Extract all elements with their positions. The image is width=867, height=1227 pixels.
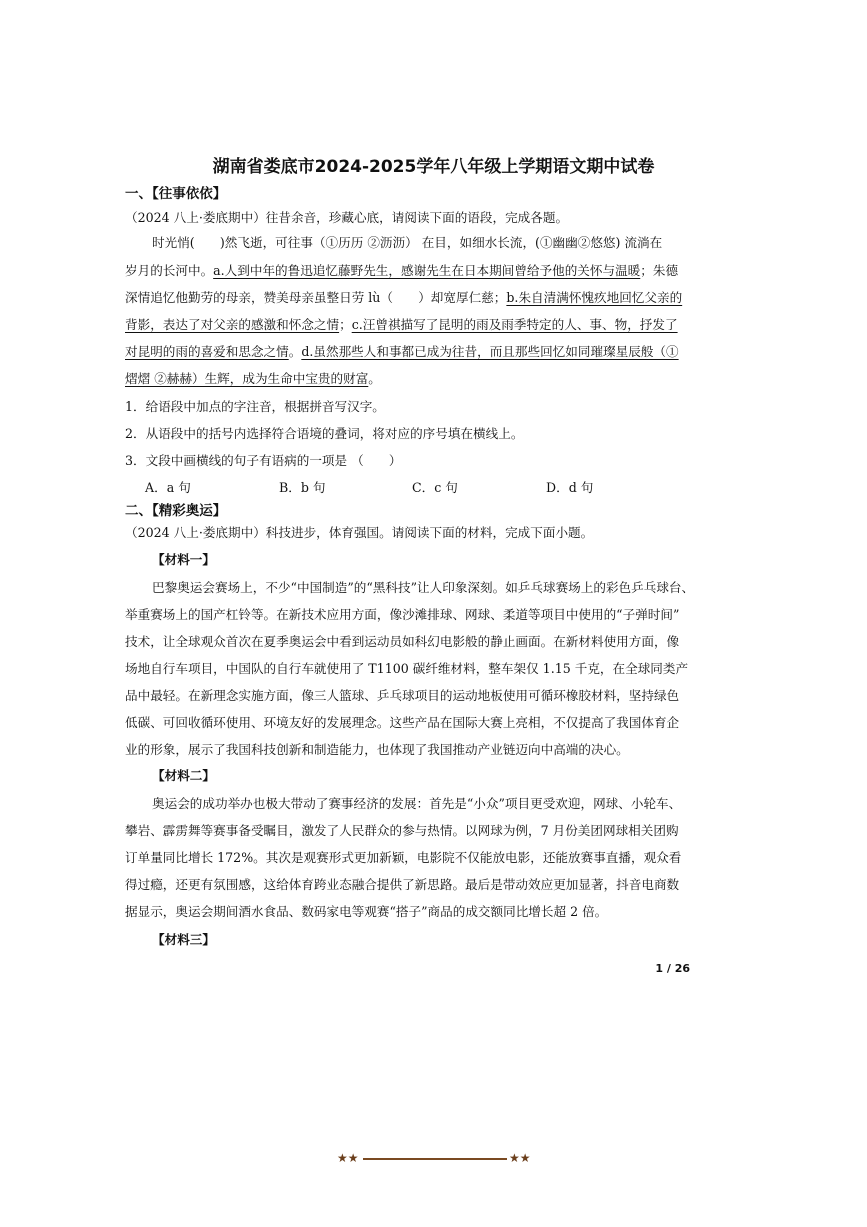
material-1-label: 【材料一】 [152, 552, 215, 567]
paragraph-line-2: 岁月的长河中。a.人到中年的鲁迅追忆藤野先生，感谢先生在日本期间曾给予他的关怀与温暖；朱德 [125, 263, 679, 278]
material-2-line: 奥运会的成功举办也极大带动了赛事经济的发展：首先是“小众”项目更受欢迎，网球、小轮车、 [152, 796, 682, 811]
material-1-line: 业的形象，展示了我国科技创新和制造能力，也体现了我国推动产业链迈向中高端的决心。 [125, 742, 629, 757]
material-2-line: 攀岩、霹雳舞等赛事备受瞩目，激发了人民群众的参与热情。以网球为例，7 月份美团网球相关团购 [125, 823, 679, 838]
paragraph-line-1: 时光悄( )然飞逝，可往事（①历历 ②沥沥） 在目，如细水长流，(①幽幽②悠悠) 流淌在 [152, 235, 663, 250]
section-1-heading: 一、【往事依依】 [125, 186, 227, 202]
star-icon: ★★ [337, 1151, 359, 1165]
material-1-line: 巴黎奥运会赛场上，不少“中国制造”的“黑科技”让人印象深刻。如乒乓球赛场上的彩色乒乓球台、 [152, 580, 695, 595]
material-1-line: 低碳、可回收循环使用、环境友好的发展理念。这些产品在国际大赛上亮相，不仅提高了我国体育企 [125, 715, 680, 730]
paragraph-line-3: 深情追忆他勤劳的母亲，赞美母亲虽整日劳 lù（ ）却宽厚仁慈；b.朱自清满怀愧疚地回忆父亲的 [125, 290, 683, 305]
question-1: 1．给语段中加点的字注音，根据拼音写汉字。 [125, 399, 385, 414]
paragraph-line-6: 熠熠 ②赫赫）生辉，成为生命中宝贵的财富。 [125, 371, 381, 386]
material-2-line: 据显示，奥运会期间酒水食品、数码家电等观赛“搭子”商品的成交额同比增长超 2 倍。 [125, 904, 608, 919]
page-number: 1 / 26 [655, 962, 690, 975]
sentence-c: c.汪曾祺描写了昆明的雨及雨季特定的人、事、物，抒发了 [351, 317, 678, 332]
sentence-d: d.虽然那些人和事都已成为往昔，而且那些回忆如同璀璨星辰般（① [301, 344, 679, 359]
material-2-line: 订单量同比增长 172%。其次是观赛形式更加新颖，电影院不仅能放电影，还能放赛事直播，观众看 [125, 850, 682, 865]
divider-line [363, 1158, 507, 1160]
section-1-intro: （2024 八上·娄底期中）往昔余音，珍藏心底，请阅读下面的语段，完成各题。 [125, 210, 569, 225]
section-2-intro: （2024 八上·娄底期中）科技进步，体育强国。请阅读下面的材料，完成下面小题。 [125, 525, 594, 540]
question-3: 3．文段中画横线的句子有语病的一项是 （ ） [125, 453, 402, 468]
sentence-a: a.人到中年的鲁迅追忆藤野先生，感谢先生在日本期间曾给予他的关怀与温暖 [213, 263, 641, 278]
option-d: D．d 句 [546, 480, 594, 495]
footer-divider [337, 1148, 533, 1168]
question-2: 2．从语段中的括号内选择符合语境的叠词，将对应的序号填在横线上。 [125, 426, 524, 441]
page-title: 湖南省娄底市2024-2025学年八年级上学期语文期中试卷 [212, 157, 655, 177]
section-2-heading: 二、【精彩奥运】 [125, 503, 227, 519]
star-icon: ★★ [509, 1151, 531, 1165]
material-1-line: 技术，让全球观众首次在夏季奥运会中看到运动员如科幻电影般的静止画面。在新材料使用方面，像 [125, 634, 680, 649]
material-2-label: 【材料二】 [152, 768, 215, 783]
material-2-line: 得过瘾，还更有氛围感，这给体育跨业态融合提供了新思路。最后是带动效应更加显著，抖音电商数 [125, 877, 680, 892]
paragraph-line-5: 对昆明的雨的喜爱和思念之情。d.虽然那些人和事都已成为往昔，而且那些回忆如同璀璨星辰般（① [125, 344, 679, 359]
material-1-line: 品中最轻。在新理念实施方面，像三人篮球、乒乓球项目的运动地板使用可循环橡胶材料，坚持绿色 [125, 688, 680, 703]
material-3-label: 【材料三】 [152, 932, 215, 947]
sentence-b: b.朱自清满怀愧疚地回忆父亲的 [506, 290, 683, 305]
paragraph-line-4: 背影，表达了对父亲的感激和怀念之情；c.汪曾祺描写了昆明的雨及雨季特定的人、事、物，抒发了 [125, 317, 678, 332]
material-1-line: 场地自行车项目，中国队的自行车就使用了 T1100 碳纤维材料，整车架仅 1.15 千克，在全球同类产 [125, 661, 689, 676]
option-b: B．b 句 [279, 480, 326, 495]
material-1-line: 举重赛场上的国产杠铃等。在新技术应用方面，像沙滩排球、网球、柔道等项目中使用的“子弹时间” [125, 607, 680, 622]
option-a: A．a 句 [145, 480, 191, 495]
option-c: C．c 句 [412, 480, 458, 495]
